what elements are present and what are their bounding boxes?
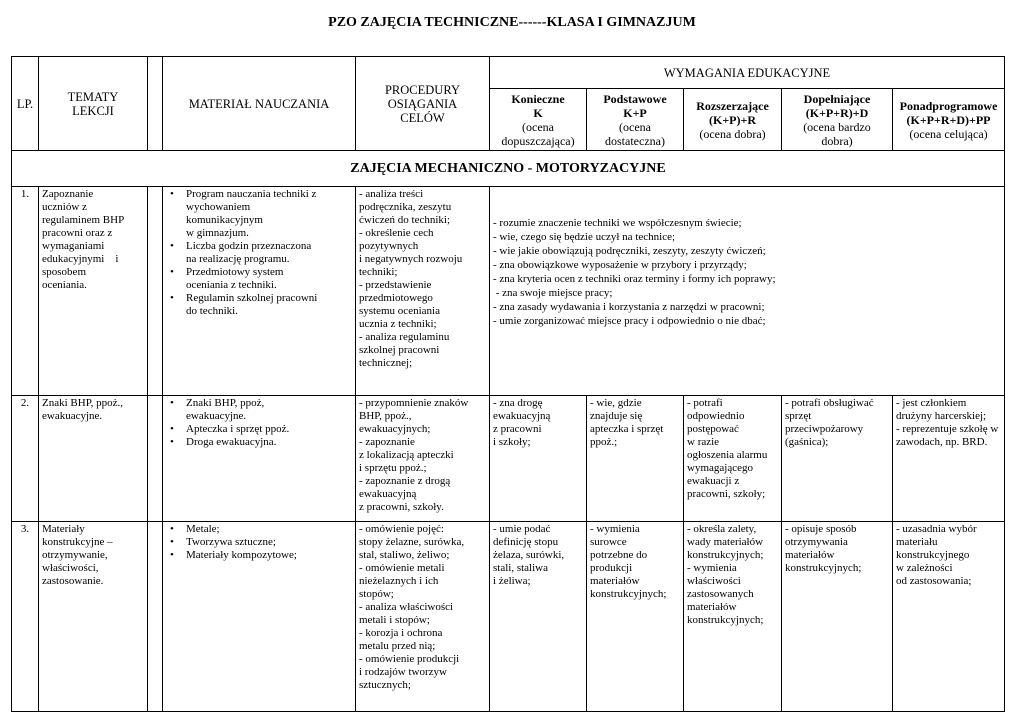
section-title: ZAJĘCIA MECHANICZNO - MOTORYZACYJNE [12, 151, 1005, 187]
row-podstawowe: - wymienia surowce potrzebne do produkcji materiałów konstrukcyjnych; [587, 522, 684, 712]
row-material [163, 522, 356, 712]
header-lp: LP. [12, 57, 39, 151]
header-wymagania: WYMAGANIA EDUKACYJNE [490, 57, 1005, 89]
requirements-table [11, 56, 1005, 712]
list-item: • Przedmiotowy system oceniania z techniki. [166, 266, 352, 292]
table-row [12, 187, 1005, 396]
row-procedury: - przypomnienie znaków BHP, ppoż., ewakuacyjnych; - zapoznanie z lokalizacją apteczki i sprzętu ppoż.; - zapoznanie z drogą ewakuacyjną z pracowni, szkoły. [356, 396, 490, 522]
list-item: • Metale; [166, 523, 352, 536]
section-row [12, 151, 1005, 187]
row-material [163, 187, 356, 396]
row-ponadprogramowe: - uzasadnia wybór materiału konstrukcyjnego w zależności od zastosowania; [893, 522, 1005, 712]
header-procedury: PROCEDURY OSIĄGANIA CELÓW [356, 57, 490, 151]
row-konieczne: - umie podać definicję stopu żelaza, surówki, stali, staliwa i żeliwa; [490, 522, 587, 712]
header-material: MATERIAŁ NAUCZANIA [163, 57, 356, 151]
row-lp: 3. [12, 522, 39, 712]
table-row [12, 396, 1005, 522]
row-blank [148, 396, 163, 522]
list-item: • Tworzywa sztuczne; [166, 536, 352, 549]
list-item: • Znaki BHP, ppoż, ewakuacyjne. [166, 397, 352, 423]
row-dopelniajace: - potrafi obsługiwać sprzęt przeciwpożarowy (gaśnica); [782, 396, 893, 522]
row-material [163, 396, 356, 522]
row-blank [148, 522, 163, 712]
level-konieczne: Konieczne K (ocena dopuszczająca) [490, 89, 587, 151]
table-row [12, 522, 1005, 712]
row-lp: 2. [12, 396, 39, 522]
row-wymagania-all: - rozumie znaczenie techniki we współczesnym świecie; - wie, czego się będzie uczył na technice; - wie jakie obowiązują podręczniki, zeszyty, zeszyty ćwiczeń; - zna obowiązkowe wyposażenie w przybory i przyrządy; - zna kryteria ocen z techniki oraz terminy i formy ich poprawy; - zna swoje miejsce pracy; - zna zasady wydawania i korzystania z narzędzi w pracowni; - umie zorganizować miejsce pracy i odpowiednio o nie dbać; [490, 187, 1005, 396]
list-item: • Materiały kompozytowe; [166, 549, 352, 562]
header-blank [148, 57, 163, 151]
level-podstawowe: Podstawowe K+P (ocena dostateczna) [587, 89, 684, 151]
row-rozszerzajace: - potrafi odpowiednio postępować w razie ogłoszenia alarmu wymagającego ewakuacji z pracowni, szkoły; [684, 396, 782, 522]
list-item: • Regulamin szkolnej pracowni do techniki. [166, 292, 352, 318]
row-temat: Znaki BHP, ppoż., ewakuacyjne. [39, 396, 148, 522]
level-ponadprogramowe: Ponadprogramowe (K+P+R+D)+PP (ocena celująca) [893, 89, 1005, 151]
row-temat: Zapoznanie uczniów z regulaminem BHP pracowni oraz z wymaganiami edukacyjnymi i sposobem oceniania. [39, 187, 148, 396]
header-row-top [12, 57, 1005, 89]
list-item: • Droga ewakuacyjna. [166, 436, 352, 449]
document-title: PZO ZAJĘCIA TECHNICZNE------KLASA I GIMNAZJUM [328, 15, 696, 30]
row-lp: 1. [12, 187, 39, 396]
row-temat: Materiały konstrukcyjne – otrzymywanie, właściwości, zastosowanie. [39, 522, 148, 712]
row-konieczne: - zna drogę ewakuacyjną z pracowni i szkoły; [490, 396, 587, 522]
level-rozszerzajace: Rozszerzające (K+P)+R (ocena dobra) [684, 89, 782, 151]
row-podstawowe: - wie, gdzie znajduje się apteczka i sprzęt ppoż.; [587, 396, 684, 522]
list-item: • Liczba godzin przeznaczona na realizację programu. [166, 240, 352, 266]
list-item: • Apteczka i sprzęt ppoż. [166, 423, 352, 436]
row-procedury: - analiza treści podręcznika, zeszytu ćwiczeń do techniki; - określenie cech pozytywnych i negatywnych rozwoju techniki; - przedstawienie przedmiotowego systemu oceniania ucznia z techniki; - analiza regulaminu szkolnej pracowni technicznej; [356, 187, 490, 396]
row-dopelniajace: - opisuje sposób otrzymywania materiałów konstrukcyjnych; [782, 522, 893, 712]
row-ponadprogramowe: - jest członkiem drużyny harcerskiej; - reprezentuje szkołę w zawodach, np. BRD. [893, 396, 1005, 522]
row-procedury: - omówienie pojęć: stopy żelazne, surówka, stal, staliwo, żeliwo; - omówienie metali nieżelaznych i ich stopów; - analiza właściwości metali i stopów; - korozja i ochrona metalu przed nią; - omówienie produkcji i rodzajów tworzyw sztucznych; [356, 522, 490, 712]
level-dopelniajace: Dopełniające (K+P+R)+D (ocena bardzo dobra) [782, 89, 893, 151]
header-tematy: TEMATY LEKCJI [39, 57, 148, 151]
row-rozszerzajace: - określa zalety, wady materiałów konstrukcyjnych; - wymienia właściwości zastosowanych materiałów konstrukcyjnych; [684, 522, 782, 712]
row-blank [148, 187, 163, 396]
list-item: • Program nauczania techniki z wychowaniem komunikacyjnym w gimnazjum. [166, 188, 352, 240]
